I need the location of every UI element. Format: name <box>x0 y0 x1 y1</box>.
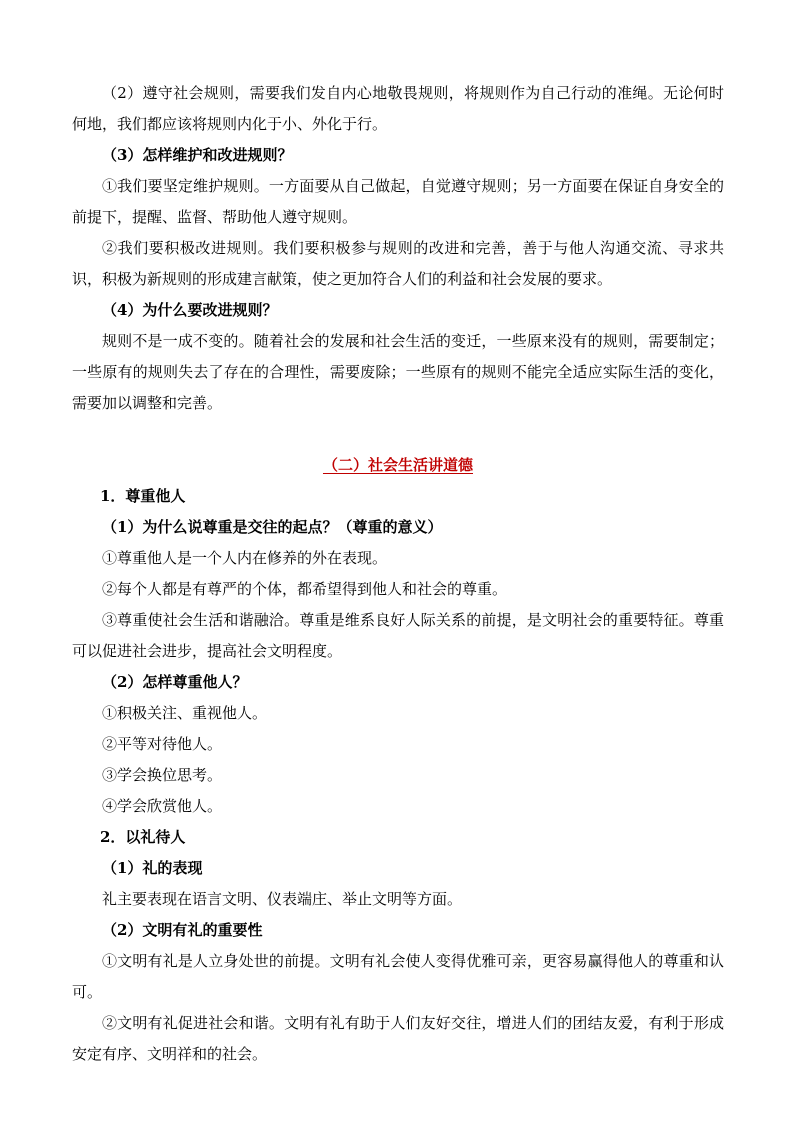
list-item-respect-4: ④学会欣赏他人。 <box>102 797 223 815</box>
paragraph-respect-1: ①尊重他人是一个人内在修养的外在表现。 <box>102 549 388 567</box>
list-item-respect-1: ①积极关注、重视他人。 <box>102 704 268 722</box>
paragraph-rule-2: （2）遵守社会规则，需要我们发自内心地敬畏规则，将规则作为自己行动的准绳。无论何时何地，我们都应该将规则内化于小、外化于行。 <box>72 84 724 133</box>
paragraph-courtesy-2: ②文明有礼促进社会和谐。文明有礼有助于人们友好交往，增进人们的团结友爱，有利于形成安定有序、文明祥和的社会。 <box>72 1014 724 1063</box>
heading-maintain-rules: （3）怎样维护和改进规则？ <box>102 146 293 164</box>
section-title <box>72 450 724 481</box>
paragraph-why-improve-rules: 规则不是一成不变的。随着社会的发展和社会生活的变迁，一些原来没有的规则，需要制定；一些原有的规则失去了存在的合理性，需要废除；一些原有的规则不能完全适应实际生活的变化，需要加以调整和完善。 <box>72 332 724 412</box>
paragraph-improve-rules: ②我们要积极改进规则。我们要积极参与规则的改进和完善，善于与他人沟通交流、寻求共识，积极为新规则的形成建言献策，使之更加符合人们的利益和社会发展的要求。 <box>72 239 724 288</box>
paragraph-courtesy-expression: 礼主要表现在语言文明、仪表端庄、举止文明等方面。 <box>102 890 463 908</box>
heading-why-improve-rules: （4）为什么要改进规则？ <box>102 301 278 319</box>
heading-respect-meaning: （1）为什么说尊重是交往的起点？（尊重的意义） <box>102 518 443 536</box>
list-item-respect-3: ③学会换位思考。 <box>102 766 223 784</box>
heading-how-respect: （2）怎样尊重他人？ <box>102 673 248 691</box>
paragraph-courtesy-1: ①文明有礼是人立身处世的前提。文明有礼会使人变得优雅可亲，更容易赢得他人的尊重和认可。 <box>72 952 724 1001</box>
list-item-respect-2: ②平等对待他人。 <box>102 735 223 753</box>
subsection-courtesy-title: 2．以礼待人 <box>100 828 186 846</box>
paragraph-respect-2: ②每个人都是有尊严的个体，都希望得到他人和社会的尊重。 <box>102 580 508 598</box>
heading-courtesy-importance: （2）文明有礼的重要性 <box>102 921 263 939</box>
heading-courtesy-expression: （1）礼的表现 <box>102 859 203 877</box>
section-title-text: （二）社会生活讲道德 <box>322 456 473 474</box>
subsection-respect-title: 1．尊重他人 <box>100 487 186 505</box>
document-page <box>72 78 724 1070</box>
paragraph-respect-3: ③尊重使社会生活和谐融洽。尊重是维系良好人际关系的前提，是文明社会的重要特征。尊重可以促进社会进步，提高社会文明程度。 <box>72 611 724 660</box>
paragraph-maintain-rules: ①我们要坚定维护规则。一方面要从自己做起，自觉遵守规则；另一方面要在保证自身安全的前提下，提醒、监督、帮助他人遵守规则。 <box>72 177 724 226</box>
